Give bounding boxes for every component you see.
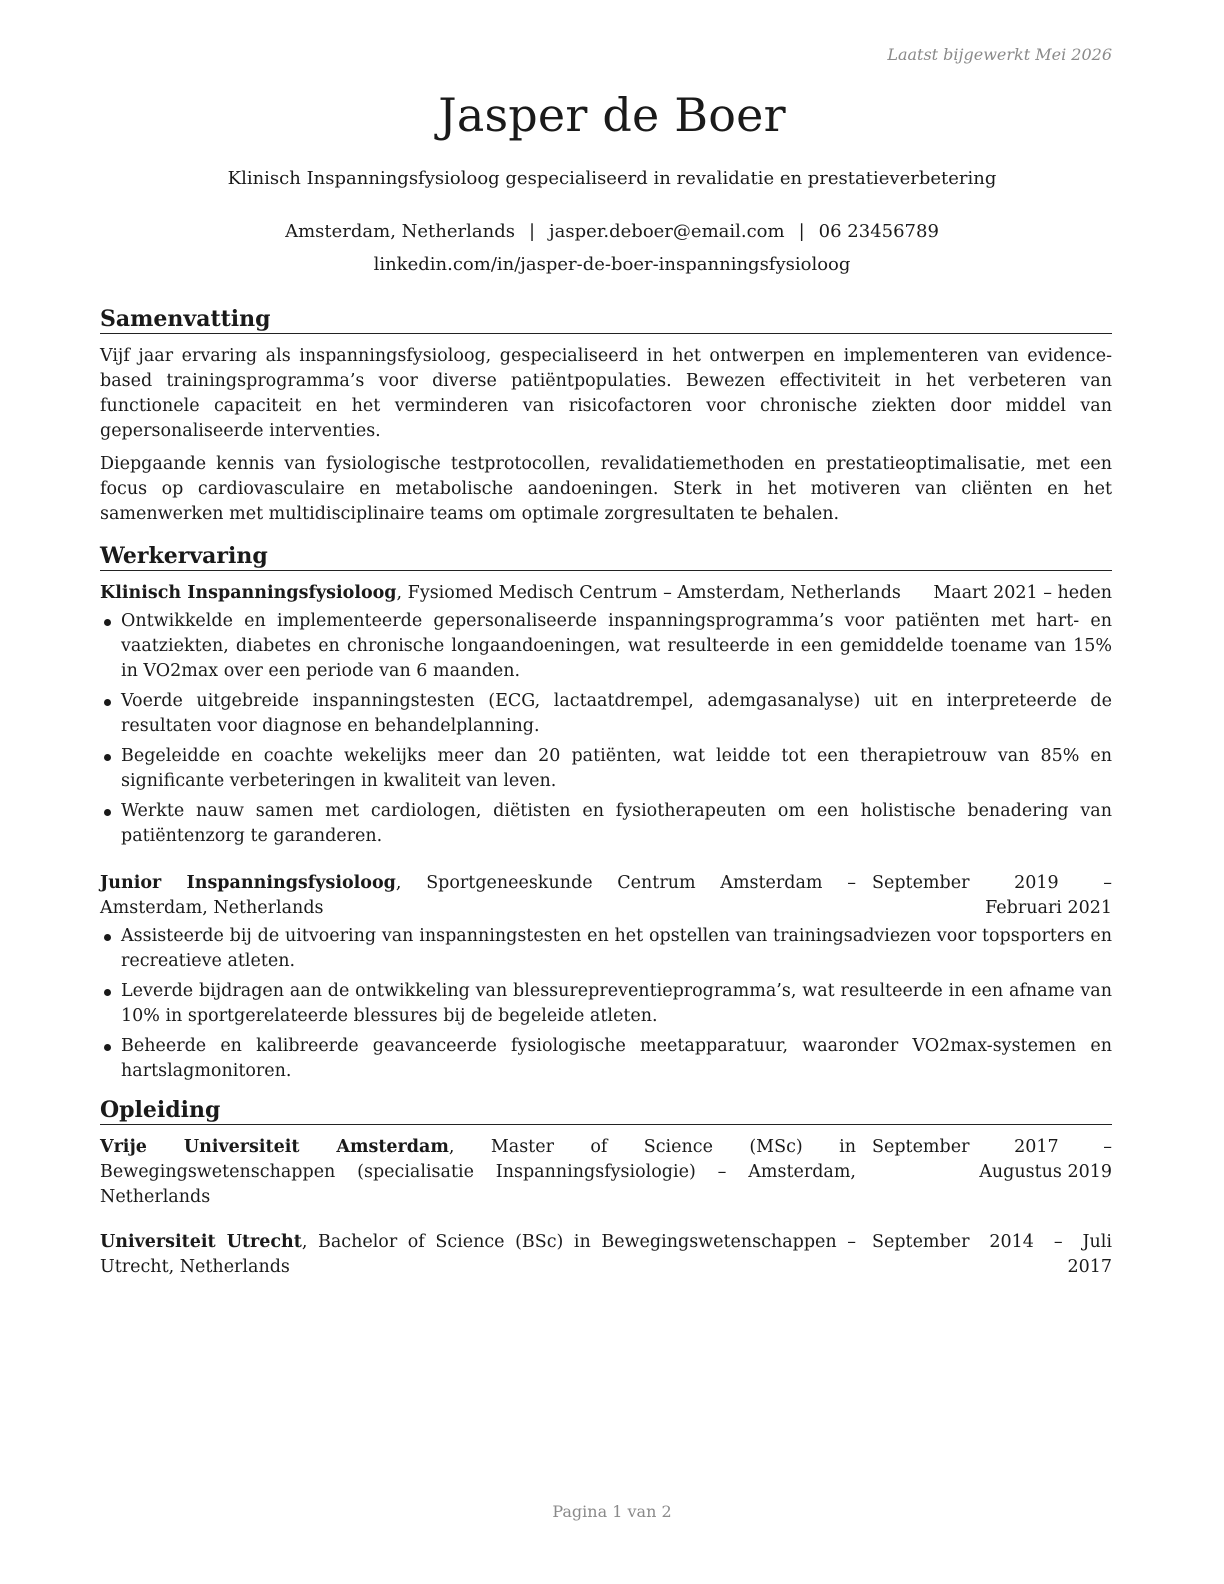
page-number: Pagina 1 van 2: [552, 1502, 672, 1521]
degree-detail: , Bachelor of Science (BSc) in Bewegingswetenschappen – Utrecht, Netherlands: [100, 1232, 856, 1277]
bullet-icon: [104, 989, 111, 996]
job-employer: , Fysiomed Medisch Centrum – Amsterdam, Netherlands: [396, 583, 901, 603]
bullet-icon: [104, 809, 111, 816]
job-bullets: [100, 924, 1112, 1084]
professional-tagline: Klinisch Inspanningsfysioloog gespecialiseerd in revalidatie en prestatieverbetering: [227, 168, 997, 189]
job-role: Klinisch Inspanningsfysioloog: [100, 583, 397, 603]
resume-body: [100, 306, 1112, 1283]
education-dates: September 2014 – Juli 2017: [872, 1232, 1112, 1277]
bullet-icon: [104, 699, 111, 706]
education-dates: September 2017 – Augustus 2019: [872, 1137, 1112, 1182]
job-employer: , Sportgeneeskunde Centrum Amsterdam – Amsterdam, Netherlands: [100, 873, 856, 918]
job-bullets: [100, 609, 1112, 849]
bullet-icon: [104, 934, 111, 941]
job-title-line: [100, 581, 917, 606]
list-item: Werkte nauw samen met cardiologen, diëtisten en fysiotherapeuten om een holistische benadering van patiëntenzorg te garanderen.: [100, 799, 1112, 849]
education-heading: Opleiding: [100, 1097, 1112, 1125]
list-item: Leverde bijdragen aan de ontwikkeling van blessurepreventieprogramma’s, wat resulteerde in een afname van 10% in sportgerelateerde blessures bij de begeleide atleten.: [100, 979, 1112, 1029]
list-item: Assisteerde bij de uitvoering van inspanningstesten en het opstellen van trainingsadviezen voor topsporters en recreatieve atleten.: [100, 924, 1112, 974]
school-name: Universiteit Utrecht: [100, 1232, 302, 1252]
education-item: [100, 1230, 1112, 1280]
education-item: [100, 1135, 1112, 1210]
summary-heading: Samenvatting: [100, 306, 1112, 334]
last-updated-note: Laatst bijgewerkt Mei 2026: [887, 45, 1112, 64]
education-title-line: [100, 1135, 856, 1210]
job-role: Junior Inspanningsfysioloog: [100, 873, 396, 893]
experience-heading: Werkervaring: [100, 543, 1112, 571]
job-header: [100, 581, 1112, 606]
job-dates: September 2019 – Februari 2021: [872, 873, 1112, 918]
list-item: Voerde uitgebreide inspanningstesten (ECG, lactaatdrempel, ademgasanalyse) uit en interpreteerde de resultaten voor diagnose en behandelplanning.: [100, 689, 1112, 739]
job-title-line: [100, 871, 856, 921]
bullet-icon: [104, 754, 111, 761]
contact-separator: |: [798, 221, 805, 242]
degree-detail: , Master of Science (MSc) in Bewegingswetenschappen (specialisatie Inspanningsfysiologie) – Amsterdam, Netherlands: [100, 1137, 856, 1207]
email-link[interactable]: jasper.deboer@email.com: [549, 221, 785, 242]
bullet-icon: [104, 1044, 111, 1051]
phone-number[interactable]: 06 23456789: [818, 221, 939, 242]
list-item: Ontwikkelde en implementeerde gepersonaliseerde inspanningsprogramma’s voor patiënten met hart- en vaatziekten, diabetes en chronische longaandoeningen, wat resulteerde in een gemiddelde toename van 15% in VO2max over een periode van 6 maanden.: [100, 609, 1112, 684]
school-name: Vrije Universiteit Amsterdam: [100, 1137, 449, 1157]
list-item: Beheerde en kalibreerde geavanceerde fysiologische meetapparatuur, waaronder VO2max-systemen en hartslagmonitoren.: [100, 1034, 1112, 1084]
contact-line: [0, 221, 1224, 242]
summary-paragraph: Vijf jaar ervaring als inspanningsfysioloog, gespecialiseerd in het ontwerpen en implementeren van evidence-based trainingsprogramma’s voor diverse patiëntpopulaties. Bewezen effectiviteit in het verbeteren van functionele capaciteit en het verminderen van risicofactoren voor chronische ziekten door middel van gepersonaliseerde interventies.: [100, 346, 1112, 441]
contact-separator: |: [528, 221, 536, 242]
education-title-line: [100, 1230, 856, 1280]
bullet-icon: [104, 619, 111, 626]
list-item: Begeleidde en coachte wekelijks meer dan 20 patiënten, wat leidde tot een therapietrouw van 85% en significante verbeteringen in kwaliteit van leven.: [100, 744, 1112, 794]
location: Amsterdam, Netherlands: [285, 221, 515, 242]
job-header: [100, 871, 1112, 921]
job-dates: Maart 2021 – heden: [933, 583, 1112, 603]
summary-paragraph: Diepgaande kennis van fysiologische testprotocollen, revalidatiemethoden en prestatieoptimalisatie, met een focus op cardiovasculaire en metabolische aandoeningen. Sterk in het motiveren van cliënten en het samenwerken met multidisciplinaire teams om optimale zorgresultaten te behalen.: [100, 454, 1112, 524]
candidate-name: Jasper de Boer: [438, 88, 786, 142]
linkedin-link[interactable]: linkedin.com/in/jasper-de-boer-inspanningsfysioloog: [373, 254, 851, 275]
